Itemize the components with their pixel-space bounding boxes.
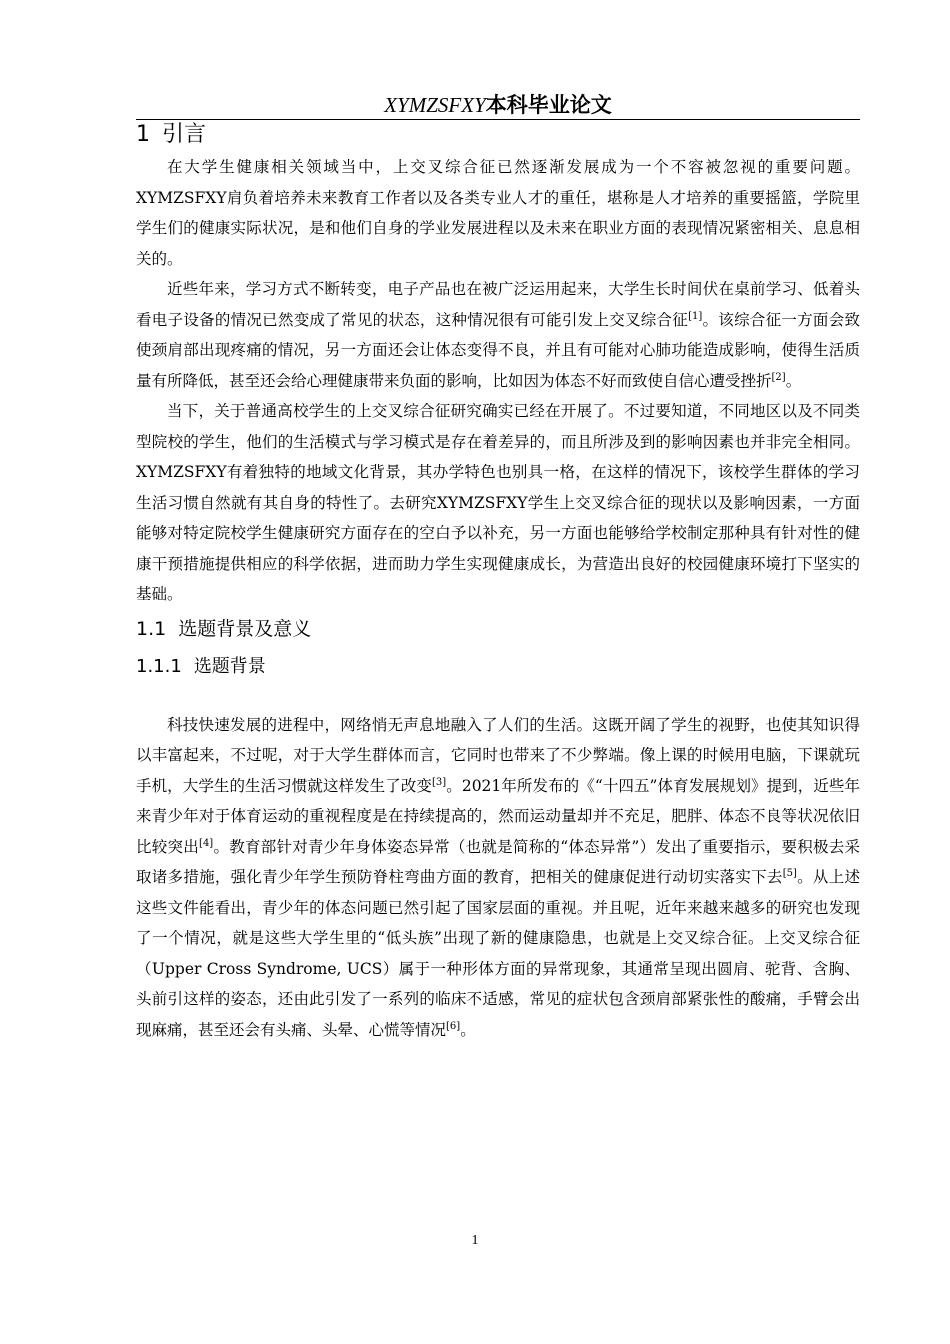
paragraph-text: 在大学生健康相关领域当中，上交叉综合征已然逐渐发展成为一个不容被忽视的重要问题。XYMZSFXY肩负着培养未来教育工作者以及各类专业人才的重任，堪称是人才培养的重要摇篮，学院里学生们的健康实际状况，是和他们自身的学业发展进程以及未来在职业方面的表现情况紧密相关、息息相关的。 [136, 158, 860, 268]
page-number: 1 [471, 1233, 479, 1248]
section-title: 选题背景 [193, 655, 266, 677]
section-heading-1-1 [136, 610, 860, 648]
header-school-code: XYMZSFXY [384, 93, 486, 117]
section-title: 引言 [162, 122, 207, 147]
section-number: 1.1.1 [136, 655, 182, 677]
paragraph-text: 。从上述这些文件能看出，青少年的体态问题已然引起了国家层面的重视。并且呢，近年来越来越多的研究也发现了一个情况，就是这些大学生里的“低头族”出现了新的健康隐患，也就是上交叉综合征。上交叉综合征（Upper Cross Syndrome, UCS）属于一种形体方面的异常现象，其通常呈现出圆肩、驼背、含胸、头前引这样的姿态，还由此引发了一系列的临床不适感，常见的症状包含颈肩部紧张性的酸痛，手臂会出现麻痛，甚至还会有头痛、头晕、心慌等情况 [136, 868, 860, 1039]
section-title: 选题背景及意义 [178, 617, 312, 640]
paragraph-text: 。 [785, 371, 802, 390]
running-header [136, 90, 860, 120]
header-thesis-label: 本科毕业论文 [485, 93, 612, 117]
section-heading-1-1-1 [136, 648, 860, 686]
paragraph-1 [136, 152, 860, 274]
paragraph-3 [136, 396, 860, 610]
section-heading-1 [136, 118, 860, 152]
citation-5[interactable]: [5] [782, 867, 797, 879]
paragraph-text: 。该综合征一方面会致使颈肩部出现疼痛的情况，另一方面还会让体态变得不良，并且有可能对心肺功能造成影响，使得生活质量有所降低，甚至还会给心理健康带来负面的影响，比如因为体态不好而致使自信心遭受挫折 [136, 310, 860, 390]
section-number: 1 [136, 122, 150, 147]
citation-2[interactable]: [2] [771, 371, 786, 383]
paragraph-2 [136, 274, 860, 396]
page-body [136, 118, 860, 1045]
spacer [136, 686, 860, 710]
section-number: 1.1 [136, 617, 167, 640]
paragraph-text: 科技快速发展的进程中，网络悄无声息地融入了人们的生活。这既开阔了学生的视野，也使其知识得以丰富起来，不过呢，对于大学生群体而言，它同时也带来了不少弊端。像上课的时候用电脑，下课就玩手机，大学生的生活习惯就这样发生了改变 [136, 715, 860, 795]
citation-1[interactable]: [1] [688, 310, 703, 322]
citation-4[interactable]: [4] [199, 837, 214, 849]
paragraph-text: 。 [460, 1020, 476, 1039]
citation-6[interactable]: [6] [446, 1020, 461, 1032]
citation-3[interactable]: [3] [432, 776, 447, 788]
paragraph-text: 当下，关于普通高校学生的上交叉综合征研究确实已经在开展了。不过要知道，不同地区以及不同类型院校的学生，他们的生活模式与学习模式是存在着差异的，而且所涉及到的影响因素也并非完全相同。XYMZSFXY有着独特的地域文化背景，其办学特色也别具一格，在这样的情况下，该校学生群体的学习生活习惯自然就有其自身的特性了。去研究XYMZSFXY学生上交叉综合征的现状以及影响因素，一方面能够对特定院校学生健康研究方面存在的空白予以补充，另一方面也能够给学校制定那种具有针对性的健康干预措施提供相应的科学依据，进而助力学生实现健康成长，为营造出良好的校园健康环境打下坚实的基础。 [136, 402, 860, 603]
paragraph-text: 。2021年所发布的《“十四五”体育发展规划》提到，近些年来青少年对于体育运动的重视程度是在持续提高的，然而运动量却并不充足，肥胖、体态不良等状况依旧比较突出 [136, 776, 860, 856]
paragraph-text: 近些年来，学习方式不断转变，电子产品也在被广泛运用起来，大学生长时间伏在桌前学习、低着头看电子设备的情况已然变成了常见的状态，这种情况很有可能引发上交叉综合征 [136, 280, 860, 329]
paragraph-4 [136, 710, 860, 1046]
paragraph-text: 。教育部针对青少年身体姿态异常（也就是简称的“体态异常”）发出了重要指示，要积极去采取诸多措施，强化青少年学生预防脊柱弯曲方面的教育，把相关的健康促进行动切实落实下去 [136, 837, 860, 886]
